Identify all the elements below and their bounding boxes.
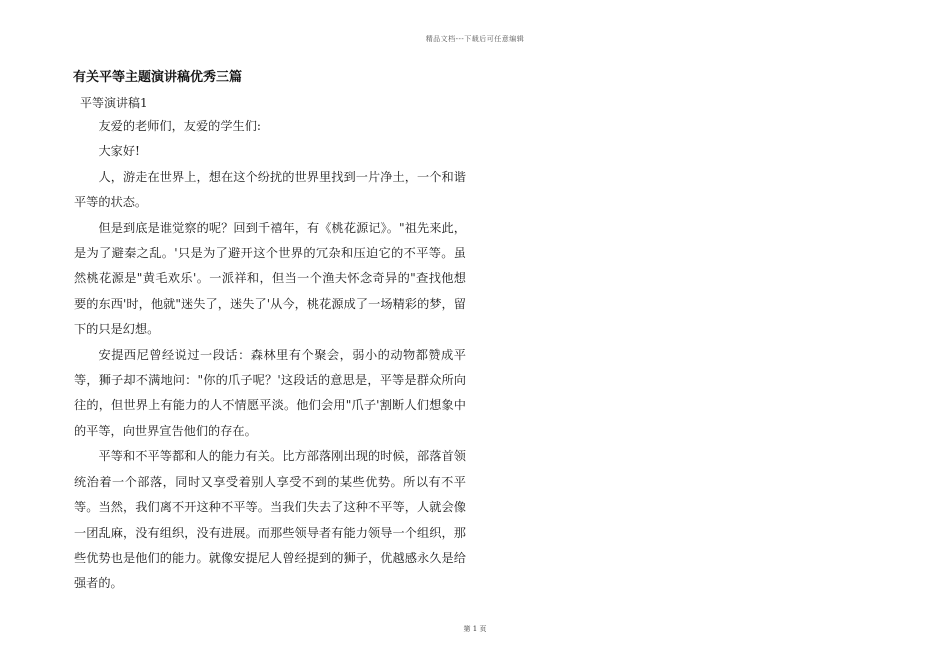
paragraph-greeting: 友爱的老师们，友爱的学生们:	[98, 119, 262, 133]
page-header: 精品文档---下载后可任意编辑	[425, 35, 525, 43]
paragraph: 但是到底是谁觉察的呢？回到千禧年，有《桃花源记》。"祖先来此，是为了避秦之乱。'只是为了避开这个世界的冗杂和压迫它的不平等。虽然桃花源是"黄毛欢乐'。一派祥和，但当一个渔夫怀念奇异的"查找他想要的东西'时，他就"迷失了，迷失了'从今，桃花源成了一场精彩的梦，留下的只是幻想。	[74, 220, 466, 337]
paragraph: 人，游走在世界上，想在这个纷扰的世界里找到一片净土，一个和谐平等的状态。	[74, 169, 466, 210]
section-heading: 平等演讲稿1	[80, 96, 148, 110]
paragraph: 平等和不平等都和人的能力有关。比方部落刚出现的时候，部落首领统治着一个部落，同时又享受着别人享受不到的某些优势。所以有不平等。当然，我们离不开这种不平等。当我们失去了这种不平等，人就会像一团乱麻，没有组织，没有进展。而那些领导者有能力领导一个组织，那些优势也是他们的能力。就像安提尼人曾经提到的狮子，优越感永久是给强者的。	[74, 449, 466, 591]
document-title: 有关平等主题演讲稿优秀三篇	[73, 70, 243, 85]
document-body	[74, 114, 466, 597]
paragraph: 安提西尼曾经说过一段话：森林里有个聚会，弱小的动物都赞成平等，狮子却不满地问："你的爪子呢？'这段话的意思是，平等是群众所向往的，但世界上有能力的人不情愿平淡。他们会用"爪子'割断人们想象中的平等，向世界宣告他们的存在。	[74, 347, 466, 438]
paragraph-hello: 大家好!	[98, 144, 140, 159]
page-number: 第 1 页	[463, 625, 487, 633]
